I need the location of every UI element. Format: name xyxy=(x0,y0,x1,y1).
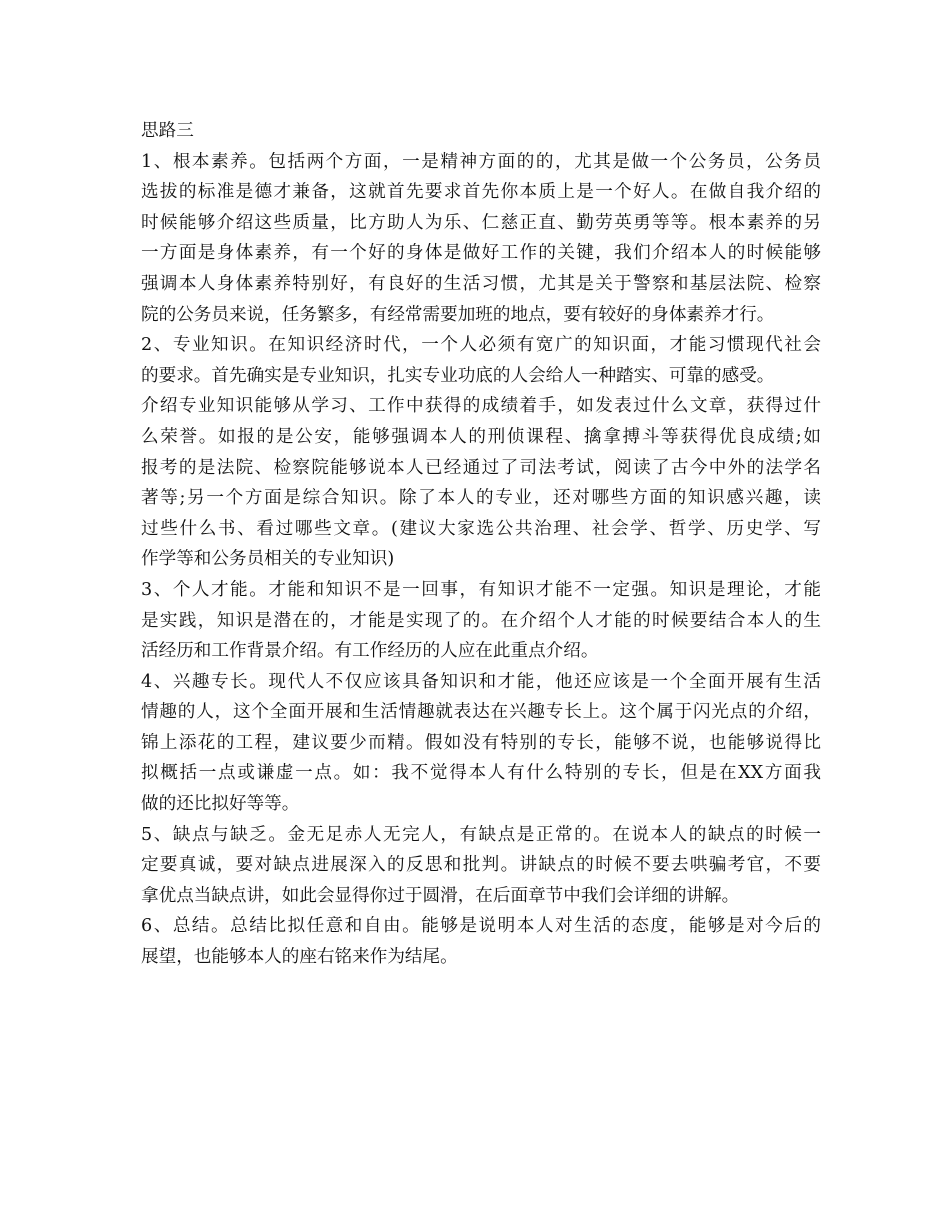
text-line: 拟概括一点或谦虚一点。如：我不觉得本人有什么特别的专长，但是在XX方面我 xyxy=(141,763,821,784)
document-body xyxy=(141,116,821,973)
text-line: 6、总结。总结比拟任意和自由。能够是说明本人对生活的态度，能够是对今后的 xyxy=(141,916,821,937)
text-line: 是实践，知识是潜在的，才能是实现了的。在介绍个人才能的时候要结合本人的生 xyxy=(141,610,821,631)
text-line: 拿优点当缺点讲，如此会显得你过于圆滑，在后面章节中我们会详细的讲解。 xyxy=(141,885,740,906)
section-title: 思路三 xyxy=(141,121,194,141)
text-line: 1、根本素养。包括两个方面，一是精神方面的的，尤其是做一个公务员，公务员 xyxy=(141,151,821,172)
text-line: 作学等和公务员相关的专业知识) xyxy=(141,549,395,570)
text-line: 情趣的人，这个全面开展和生活情趣就表达在兴趣专长上。这个属于闪光点的介绍， xyxy=(141,702,821,723)
text-line: 做的还比拟好等等。 xyxy=(141,794,300,815)
text-line: 2、专业知识。在知识经济时代，一个人必须有宽广的知识面，才能习惯现代社会 xyxy=(141,335,821,356)
text-line: 的要求。首先确实是专业知识，扎实专业功底的人会给人一种踏实、可靠的感受。 xyxy=(141,365,775,386)
text-line: 展望，也能够本人的座右铭来作为结尾。 xyxy=(141,947,458,968)
text-line: 4、兴趣专长。现代人不仅应该具备知识和才能，他还应该是一个全面开展有生活 xyxy=(141,671,821,692)
text-line: 5、缺点与缺乏。金无足赤人无完人，有缺点是正常的。在说本人的缺点的时候一 xyxy=(141,824,821,845)
text-line: 定要真诚，要对缺点进展深入的反思和批判。讲缺点的时候不要去哄骗考官，不要 xyxy=(141,855,821,876)
text-line: 院的公务员来说，任务繁多，有经常需要加班的地点，要有较好的身体素养才行。 xyxy=(141,304,775,325)
text-line: 3、个人才能。才能和知识不是一回事，有知识才能不一定强。知识是理论，才能 xyxy=(141,579,821,600)
text-line: 一方面是身体素养，有一个好的身体是做好工作的关键，我们介绍本人的时候能够 xyxy=(141,243,821,264)
text-line: 么荣誉。如报的是公安，能够强调本人的刑侦课程、擒拿搏斗等获得优良成绩;如 xyxy=(141,426,821,447)
text-line: 著等;另一个方面是综合知识。除了本人的专业，还对哪些方面的知识感兴趣，读 xyxy=(141,488,821,509)
text-line: 过些什么书、看过哪些文章。(建议大家选公共治理、社会学、哲学、历史学、写 xyxy=(141,518,821,539)
text-line: 介绍专业知识能够从学习、工作中获得的成绩着手，如发表过什么文章，获得过什 xyxy=(141,396,821,417)
text-line: 锦上添花的工程，建议要少而精。假如没有特别的专长，能够不说，也能够说得比 xyxy=(141,732,821,753)
text-line: 选拔的标准是德才兼备，这就首先要求首先你本质上是一个好人。在做自我介绍的 xyxy=(141,182,821,203)
text-line: 活经历和工作背景介绍。有工作经历的人应在此重点介绍。 xyxy=(141,641,599,662)
text-line: 时候能够介绍这些质量，比方助人为乐、仁慈正直、勤劳英勇等等。根本素养的另 xyxy=(141,212,821,233)
text-line: 报考的是法院、检察院能够说本人已经通过了司法考试，阅读了古今中外的法学名 xyxy=(141,457,821,478)
text-line: 强调本人身体素养特别好，有良好的生活习惯，尤其是关于警察和基层法院、检察 xyxy=(141,273,821,294)
